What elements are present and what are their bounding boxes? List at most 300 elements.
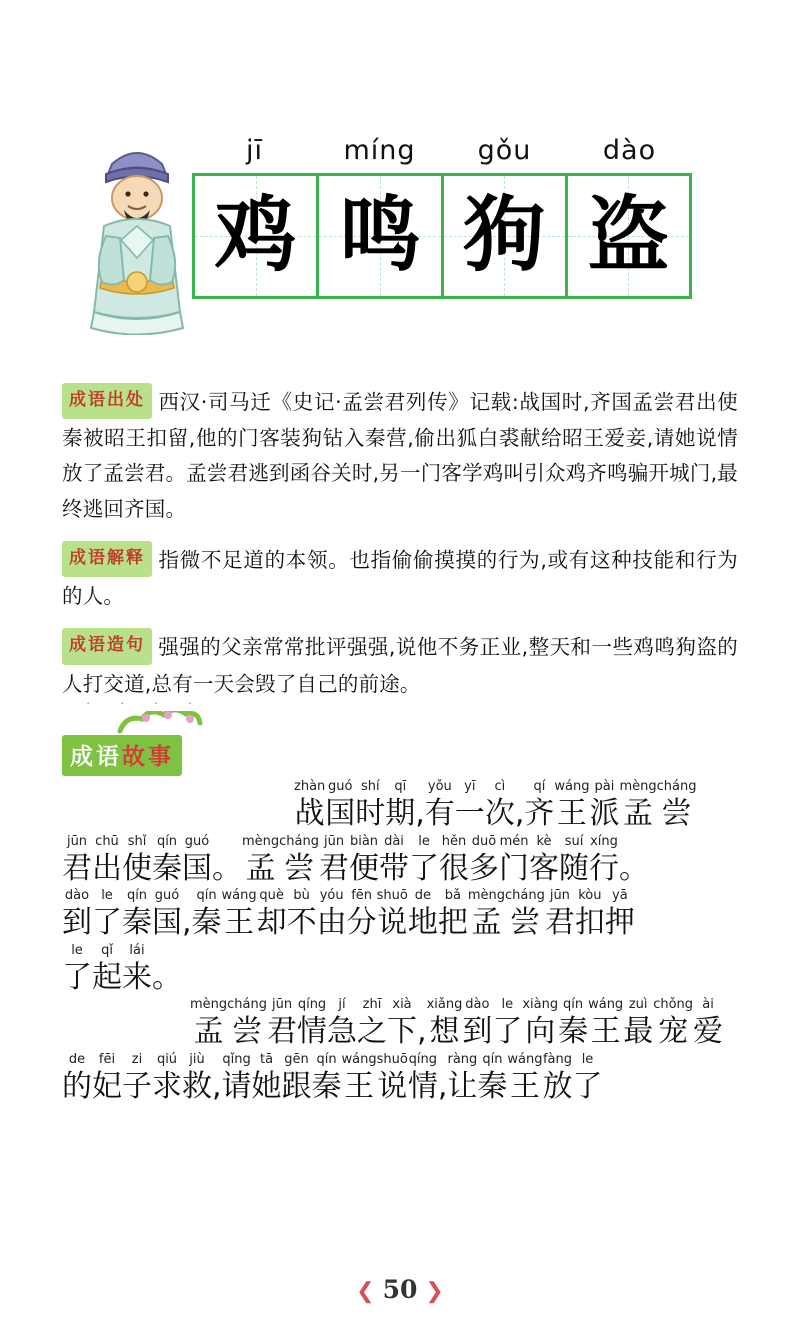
story-unit bbox=[252, 1053, 282, 1106]
story-pinyin: qín bbox=[482, 1051, 503, 1067]
definition-sections bbox=[62, 383, 738, 709]
page-footer bbox=[0, 1275, 800, 1304]
story-pinyin: wáng bbox=[221, 888, 257, 904]
title-pinyin-row bbox=[192, 135, 692, 166]
story-unit bbox=[122, 835, 152, 888]
story-unit bbox=[92, 944, 122, 997]
story-unit bbox=[415, 780, 425, 833]
story-unit bbox=[387, 998, 417, 1051]
story-hanzi: 来 bbox=[122, 959, 152, 995]
story-hanzi: 起 bbox=[92, 959, 122, 995]
story-unit bbox=[522, 998, 558, 1051]
story-pinyin: biàn bbox=[349, 833, 379, 849]
story-unit bbox=[469, 835, 499, 888]
story-hanzi: 国 bbox=[325, 795, 356, 831]
story-hanzi: 扣 bbox=[574, 905, 605, 941]
story-hanzi: 秦 bbox=[558, 1014, 589, 1050]
story-pinyin: jūn bbox=[323, 833, 345, 849]
title-char-0: 鸡 bbox=[214, 188, 297, 283]
story-hanzi: 带 bbox=[379, 850, 410, 886]
story-unit bbox=[588, 998, 623, 1051]
story-hanzi: , bbox=[514, 795, 525, 831]
story-hanzi: 请 bbox=[221, 1068, 252, 1104]
story-unit bbox=[62, 944, 92, 997]
story-pinyin: wáng bbox=[554, 778, 590, 794]
story-hanzi: 尝 bbox=[232, 1014, 263, 1050]
story-unit bbox=[477, 1053, 507, 1106]
story-unit bbox=[455, 780, 485, 833]
story-pinyin: suí bbox=[564, 833, 584, 849]
story-unit bbox=[319, 835, 349, 888]
story-pinyin: wáng bbox=[341, 1051, 377, 1067]
story-line bbox=[62, 835, 738, 888]
story-unit bbox=[92, 1053, 122, 1106]
story-unit bbox=[505, 889, 545, 942]
story-unit bbox=[492, 998, 522, 1051]
story-unit bbox=[507, 1053, 542, 1106]
story-pinyin: qíng bbox=[297, 997, 327, 1013]
story-pinyin: guó bbox=[184, 833, 210, 849]
story-hanzi: 王 bbox=[590, 1014, 621, 1050]
scholar-boy-icon bbox=[82, 130, 192, 335]
story-hanzi: 急 bbox=[327, 1014, 358, 1050]
story-unit bbox=[357, 998, 387, 1051]
story-hanzi: 孟 bbox=[193, 1014, 224, 1050]
story-pinyin: qíng bbox=[408, 1051, 438, 1067]
story-hanzi: 战 bbox=[294, 795, 325, 831]
story-unit bbox=[222, 1053, 252, 1106]
story-hanzi: 救 bbox=[182, 1068, 212, 1104]
story-pinyin: lái bbox=[129, 942, 145, 958]
story-unit bbox=[515, 780, 525, 833]
title-char-cell bbox=[319, 176, 443, 296]
story-pinyin: qí bbox=[533, 778, 546, 794]
story-hanzi: 放 bbox=[542, 1068, 573, 1104]
story-unit bbox=[623, 998, 653, 1051]
story-pinyin: bù bbox=[293, 888, 310, 904]
story-pinyin: mèng bbox=[467, 888, 506, 904]
story-hanzi: 之 bbox=[357, 1014, 388, 1050]
story-pinyin: dào bbox=[465, 997, 490, 1013]
story-pinyin: mén bbox=[499, 833, 529, 849]
story-hanzi: 秦 bbox=[477, 1068, 508, 1104]
story-hanzi: 了 bbox=[92, 905, 122, 941]
story-unit bbox=[287, 889, 317, 942]
story-unit bbox=[409, 835, 439, 888]
story-tag-char-3: 事 bbox=[148, 743, 174, 770]
section-source-paragraph bbox=[62, 383, 738, 527]
emphasis-dots: · · · · bbox=[86, 694, 206, 710]
story-pinyin: hěn bbox=[441, 833, 467, 849]
story-hanzi: 分 bbox=[346, 905, 377, 941]
story-hanzi: 说 bbox=[377, 1068, 408, 1104]
story-pinyin: chū bbox=[95, 833, 119, 849]
story-section bbox=[62, 735, 738, 1106]
story-unit bbox=[227, 998, 267, 1051]
story-pinyin: shuō bbox=[376, 888, 408, 904]
story-pinyin: zuì bbox=[628, 997, 648, 1013]
footer-left-bracket: ❮ bbox=[356, 1279, 375, 1304]
story-unit bbox=[543, 1053, 573, 1106]
story-hanzi: 君 bbox=[544, 905, 575, 941]
story-pinyin: kòu bbox=[578, 888, 602, 904]
story-hanzi: 孟 bbox=[623, 795, 654, 831]
story-hanzi: 了 bbox=[409, 850, 440, 886]
story-pinyin: le bbox=[418, 833, 430, 849]
story-unit bbox=[438, 1053, 448, 1106]
story-unit bbox=[377, 889, 408, 942]
story-hanzi: 便 bbox=[349, 850, 380, 886]
story-unit bbox=[122, 889, 152, 942]
story-hanzi: 下 bbox=[387, 1014, 418, 1050]
story-unit bbox=[182, 889, 192, 942]
story-unit bbox=[152, 835, 182, 888]
story-unit bbox=[192, 889, 222, 942]
section-example-tag: 成语造句 bbox=[62, 628, 152, 664]
story-unit bbox=[499, 835, 529, 888]
story-hanzi: 门 bbox=[499, 850, 530, 886]
story-pinyin: kè bbox=[536, 833, 552, 849]
story-unit bbox=[282, 1053, 312, 1106]
cloud-ornament-icon bbox=[116, 711, 216, 737]
story-pinyin: qín bbox=[156, 833, 178, 849]
story-hanzi: 王 bbox=[224, 905, 255, 941]
title-char-cell bbox=[195, 176, 319, 296]
story-unit bbox=[297, 998, 327, 1051]
story-pinyin: mèng bbox=[242, 833, 280, 849]
story-hanzi: 期 bbox=[385, 795, 416, 831]
story-hanzi: 由 bbox=[316, 905, 347, 941]
story-unit bbox=[575, 889, 605, 942]
story-hanzi: 使 bbox=[122, 850, 152, 886]
story-hanzi: 情 bbox=[407, 1068, 438, 1104]
story-unit bbox=[619, 780, 656, 833]
story-unit bbox=[92, 889, 122, 942]
story-pinyin: guó bbox=[328, 778, 353, 794]
story-hanzi: 了 bbox=[492, 1014, 523, 1050]
section-explanation-paragraph bbox=[62, 541, 738, 614]
story-hanzi: 行 bbox=[589, 850, 620, 886]
section-example bbox=[62, 628, 738, 708]
story-hanzi: 说 bbox=[377, 905, 408, 941]
story-pinyin: qín bbox=[126, 888, 148, 904]
story-unit bbox=[485, 780, 515, 833]
story-unit bbox=[122, 944, 152, 997]
title-pinyin-2: gǒu bbox=[477, 135, 532, 166]
section-explanation-tag: 成语解释 bbox=[62, 541, 152, 577]
story-pinyin: qín bbox=[196, 888, 217, 904]
story-pinyin: le bbox=[71, 942, 83, 958]
story-unit bbox=[62, 835, 92, 888]
story-unit bbox=[653, 998, 693, 1051]
story-pinyin: fēi bbox=[98, 1051, 116, 1067]
story-unit bbox=[619, 835, 649, 888]
story-pinyin: dào bbox=[64, 888, 90, 904]
story-tag-char-0: 成 bbox=[70, 743, 96, 770]
story-pinyin: mèng bbox=[190, 997, 228, 1013]
story-pinyin: xià bbox=[392, 997, 412, 1013]
story-pinyin: zhàn bbox=[294, 778, 326, 794]
title-char-cell bbox=[568, 176, 689, 296]
story-hanzi: 。 bbox=[619, 850, 650, 886]
story-hanzi: 求 bbox=[152, 1068, 182, 1104]
story-hanzi: 孟 bbox=[245, 850, 276, 886]
story-unit bbox=[379, 835, 409, 888]
story-unit bbox=[439, 835, 469, 888]
story-pinyin: qín bbox=[316, 1051, 337, 1067]
story-pinyin: yā bbox=[612, 888, 628, 904]
story-pinyin: xíng bbox=[590, 833, 618, 849]
title-pinyin-0: jī bbox=[245, 135, 263, 166]
story-hanzi: 王 bbox=[344, 1068, 375, 1104]
story-pinyin: chǒng bbox=[653, 997, 694, 1013]
story-pinyin: de bbox=[414, 888, 431, 904]
story-pinyin: cháng bbox=[505, 888, 545, 904]
story-hanzi: 秦 bbox=[122, 905, 152, 941]
title-char-1: 鸣 bbox=[338, 188, 421, 283]
story-tag-char-2: 故 bbox=[122, 743, 148, 770]
story-unit bbox=[447, 1053, 477, 1106]
story-pinyin: shí bbox=[360, 778, 380, 794]
story-pinyin: qiú bbox=[156, 1051, 178, 1067]
story-unit bbox=[468, 889, 505, 942]
story-pinyin: le bbox=[101, 888, 113, 904]
story-hanzi: 齐 bbox=[524, 795, 555, 831]
story-unit bbox=[589, 780, 619, 833]
story-tag bbox=[62, 735, 182, 776]
story-line bbox=[62, 780, 738, 833]
story-hanzi: 很 bbox=[439, 850, 470, 886]
story-pinyin: ràng bbox=[447, 1051, 478, 1067]
story-body bbox=[62, 780, 738, 1106]
section-source-text: 西汉·司马迁《史记·孟尝君列传》记载:战国时,齐国孟尝君出使秦被昭王扣留,他的门客装狗钻入秦营,偷出狐白裘献给昭王爱妾,请她说情放了孟尝君。孟尝君逃到函谷关时,另一门客学鸡叫引众鸡齐鸣骗开城门,最终逃回齐国。 bbox=[62, 390, 738, 521]
story-hanzi: 王 bbox=[509, 1068, 540, 1104]
story-hanzi: 最 bbox=[623, 1014, 654, 1050]
story-unit bbox=[408, 1053, 438, 1106]
story-hanzi: 的 bbox=[62, 1068, 92, 1104]
story-pinyin: tā bbox=[260, 1051, 274, 1067]
story-hanzi: 尝 bbox=[661, 795, 692, 831]
story-unit bbox=[559, 835, 589, 888]
story-pinyin: xiàng bbox=[522, 997, 559, 1013]
story-hanzi: , bbox=[437, 1068, 448, 1104]
story-hanzi: 多 bbox=[469, 850, 500, 886]
story-hanzi: 一 bbox=[454, 795, 485, 831]
story-pinyin: zi bbox=[131, 1051, 143, 1067]
footer-right-bracket: ❯ bbox=[425, 1279, 444, 1304]
story-hanzi: 派 bbox=[589, 795, 620, 831]
story-pinyin: qǐ bbox=[101, 942, 113, 958]
story-hanzi: 却 bbox=[256, 905, 287, 941]
story-unit bbox=[242, 835, 279, 888]
story-unit bbox=[122, 1053, 152, 1106]
story-unit bbox=[417, 998, 427, 1051]
story-pinyin: wáng bbox=[588, 997, 624, 1013]
story-unit bbox=[212, 835, 242, 888]
story-unit bbox=[212, 1053, 222, 1106]
story-pinyin: cháng bbox=[227, 997, 268, 1013]
story-unit bbox=[385, 780, 415, 833]
story-unit bbox=[558, 998, 588, 1051]
section-explanation-text: 指微不足道的本领。也指偷偷摸摸的行为,或有这种技能和行为的人。 bbox=[62, 547, 738, 609]
story-hanzi: 。 bbox=[212, 850, 242, 886]
story-hanzi: 想 bbox=[429, 1014, 460, 1050]
story-hanzi: 不 bbox=[286, 905, 317, 941]
story-line bbox=[62, 944, 738, 997]
story-pinyin: cháng bbox=[279, 833, 320, 849]
story-pinyin: ài bbox=[702, 997, 714, 1013]
story-unit bbox=[427, 998, 463, 1051]
title-pinyin-3: dào bbox=[602, 135, 657, 166]
story-unit bbox=[462, 998, 492, 1051]
story-hanzi: , bbox=[212, 1068, 222, 1104]
story-hanzi: 时 bbox=[355, 795, 386, 831]
story-unit bbox=[182, 835, 212, 888]
story-hanzi: 国 bbox=[152, 905, 182, 941]
story-pinyin: cháng bbox=[656, 778, 697, 794]
story-hanzi: 把 bbox=[437, 905, 468, 941]
story-unit bbox=[589, 835, 619, 888]
story-pinyin: jūn bbox=[549, 888, 570, 904]
story-pinyin: què bbox=[259, 888, 284, 904]
title-pinyin-1: míng bbox=[343, 135, 416, 166]
story-hanzi: 跟 bbox=[281, 1068, 312, 1104]
story-hanzi: 到 bbox=[62, 905, 92, 941]
story-hanzi: 秦 bbox=[311, 1068, 342, 1104]
story-pinyin: shǐ bbox=[127, 833, 147, 849]
story-hanzi: , bbox=[182, 905, 192, 941]
story-unit bbox=[657, 780, 697, 833]
story-hanzi: 秦 bbox=[191, 905, 222, 941]
story-unit bbox=[62, 1053, 92, 1106]
story-hanzi: 地 bbox=[407, 905, 438, 941]
story-pinyin: le bbox=[501, 997, 514, 1013]
story-unit bbox=[312, 1053, 342, 1106]
story-pinyin: yóu bbox=[319, 888, 344, 904]
title-char-3: 盗 bbox=[587, 188, 670, 283]
section-example-paragraph bbox=[62, 628, 738, 701]
story-unit bbox=[279, 835, 319, 888]
story-unit bbox=[355, 780, 385, 833]
story-pinyin: xiǎng bbox=[426, 997, 463, 1013]
story-line bbox=[62, 889, 738, 942]
story-pinyin: de bbox=[68, 1051, 86, 1067]
section-source bbox=[62, 383, 738, 527]
story-hanzi: 客 bbox=[529, 850, 560, 886]
story-hanzi: 宠 bbox=[658, 1014, 689, 1050]
story-hanzi: 到 bbox=[462, 1014, 493, 1050]
story-pinyin: qǐng bbox=[222, 1051, 251, 1067]
story-hanzi: , bbox=[417, 1014, 427, 1050]
story-hanzi: 了 bbox=[62, 959, 92, 995]
story-pinyin: yǒu bbox=[427, 778, 452, 794]
story-unit bbox=[347, 889, 377, 942]
story-unit bbox=[152, 889, 182, 942]
story-hanzi: 情 bbox=[297, 1014, 328, 1050]
story-hanzi: 押 bbox=[604, 905, 635, 941]
story-unit bbox=[222, 889, 257, 942]
story-unit bbox=[182, 1053, 212, 1106]
story-hanzi: 子 bbox=[122, 1068, 152, 1104]
story-hanzi: 。 bbox=[152, 959, 182, 995]
story-unit bbox=[152, 1053, 182, 1106]
story-hanzi: 君 bbox=[319, 850, 350, 886]
story-hanzi: 随 bbox=[559, 850, 590, 886]
page bbox=[0, 105, 800, 1332]
story-hanzi: 尝 bbox=[509, 905, 540, 941]
story-line bbox=[62, 998, 738, 1051]
story-unit bbox=[524, 780, 554, 833]
story-hanzi: 爱 bbox=[693, 1014, 724, 1050]
story-unit bbox=[267, 998, 297, 1051]
story-pinyin: shuō bbox=[376, 1051, 408, 1067]
story-pinyin: qī bbox=[394, 778, 407, 794]
story-pinyin: fàng bbox=[542, 1051, 573, 1067]
section-example-text: 强强的父亲常常批评强强,说他不务正业,整天和一些鸡鸣狗盗的人打交道,总有一天会毁了自己的前途。 bbox=[62, 635, 738, 696]
story-pinyin: qín bbox=[563, 997, 584, 1013]
story-unit bbox=[573, 1053, 603, 1106]
story-hanzi: 国 bbox=[182, 850, 212, 886]
story-unit bbox=[605, 889, 635, 942]
story-pinyin: pài bbox=[594, 778, 615, 794]
title-block bbox=[62, 105, 738, 365]
story-pinyin: cì bbox=[494, 778, 506, 794]
section-explanation bbox=[62, 541, 738, 614]
story-hanzi: 秦 bbox=[152, 850, 182, 886]
story-unit bbox=[92, 835, 122, 888]
story-unit bbox=[529, 835, 559, 888]
story-unit bbox=[554, 780, 589, 833]
section-source-tag: 成语出处 bbox=[62, 383, 152, 419]
story-unit bbox=[438, 889, 468, 942]
story-pinyin: zhī bbox=[362, 997, 382, 1013]
story-unit bbox=[152, 944, 182, 997]
story-hanzi: 君 bbox=[62, 850, 92, 886]
story-hanzi: , bbox=[415, 795, 425, 831]
story-pinyin: wáng bbox=[507, 1051, 543, 1067]
story-hanzi: 出 bbox=[92, 850, 122, 886]
story-unit bbox=[62, 889, 92, 942]
story-hanzi: 尝 bbox=[284, 850, 315, 886]
story-pinyin: gēn bbox=[284, 1051, 309, 1067]
story-pinyin: jūn bbox=[271, 997, 293, 1013]
story-tag-char-1: 语 bbox=[96, 743, 122, 770]
story-pinyin: mèng bbox=[619, 778, 657, 794]
story-unit bbox=[349, 835, 379, 888]
story-pinyin: jí bbox=[338, 997, 346, 1013]
story-pinyin: jiù bbox=[189, 1051, 205, 1067]
story-unit bbox=[294, 780, 325, 833]
story-unit bbox=[545, 889, 575, 942]
story-pinyin: le bbox=[581, 1051, 594, 1067]
story-hanzi: 让 bbox=[447, 1068, 478, 1104]
story-header bbox=[62, 735, 738, 776]
story-pinyin: fēn bbox=[351, 888, 373, 904]
story-hanzi: 了 bbox=[572, 1068, 603, 1104]
story-unit bbox=[425, 780, 455, 833]
story-unit bbox=[342, 1053, 377, 1106]
story-hanzi: 妃 bbox=[92, 1068, 122, 1104]
title-char-cell bbox=[444, 176, 568, 296]
story-pinyin: dài bbox=[384, 833, 404, 849]
story-unit bbox=[325, 780, 355, 833]
title-char-2: 狗 bbox=[463, 188, 546, 283]
page-number: 50 bbox=[382, 1275, 418, 1304]
title-character-grid bbox=[192, 173, 692, 299]
story-hanzi: 君 bbox=[267, 1014, 298, 1050]
story-unit bbox=[408, 889, 438, 942]
story-unit bbox=[257, 889, 287, 942]
